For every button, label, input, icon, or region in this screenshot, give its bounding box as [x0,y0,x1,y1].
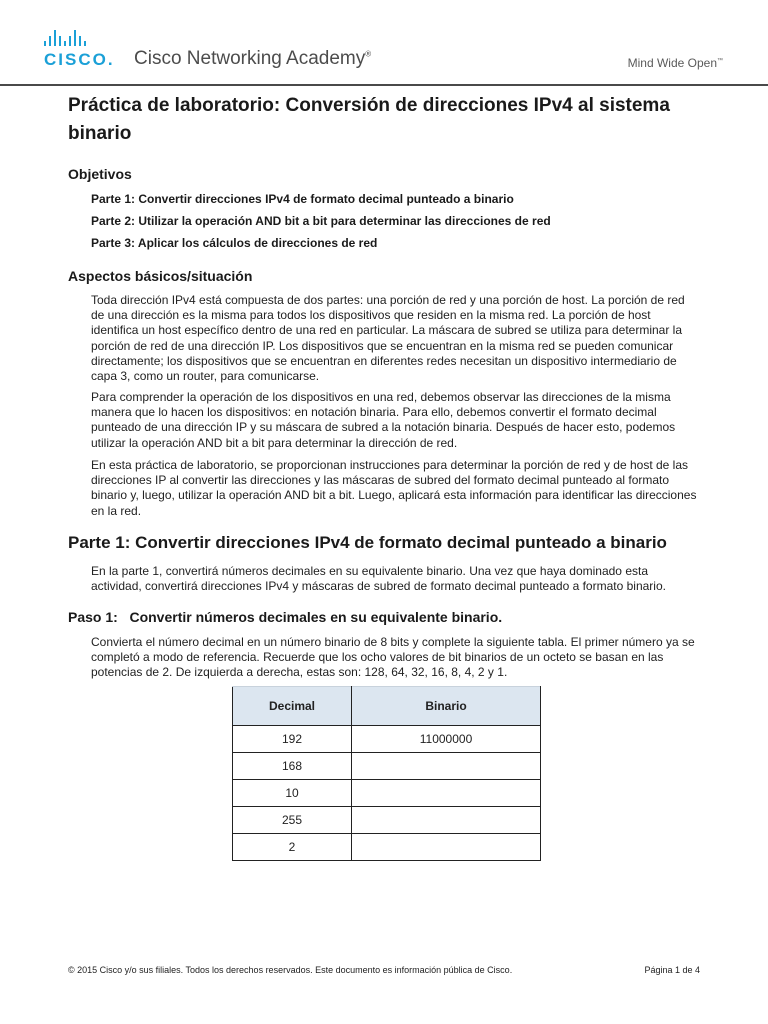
table-row [233,780,541,807]
decimal-cell: 192 [233,726,352,753]
decimal-cell: 10 [233,780,352,807]
table-row [233,753,541,780]
page-number: Página 1 de 4 [644,965,700,975]
cisco-bridge-icon [44,30,86,46]
background-paragraph-2: Para comprender la operación de los dispositivos en una red, debemos observar las direcciones de la misma manera que lo hacen los dispositivos: en notación binaria. Para ello, debemos convertir el formato decimal punteado de una dirección IP y su máscara de subred a la notación binaria. Después de hacer esto, podemos utilizar la operación AND bit a bit para determinar la dirección de red. [91,390,676,450]
page-footer [68,965,700,975]
decimal-cell: 2 [233,834,352,861]
header-binary: Binario [352,687,541,726]
binary-input-cell[interactable] [352,834,541,861]
table-row [233,834,541,861]
cisco-logo [44,30,115,69]
objective-item-1: Parte 1: Convertir direcciones IPv4 de formato decimal punteado a binario [91,192,514,206]
decimal-cell: 255 [233,807,352,834]
copyright-text: © 2015 Cisco y/o sus filiales. Todos los derechos reservados. Este documento es información pública de Cisco. [68,965,513,975]
objective-item-2: Parte 2: Utilizar la operación AND bit a bit para determinar las direcciones de red [91,214,551,228]
part1-intro: En la parte 1, convertirá números decimales en su equivalente binario. Una vez que haya dominado esta actividad, convertirá direcciones IPv4 y máscaras de subred de formato decimal punteado a formato binario. [91,564,666,594]
decimal-cell: 168 [233,753,352,780]
academy-name: Cisco Networking Academy® [134,48,372,69]
decimal-binary-table [232,686,541,861]
header-decimal: Decimal [233,687,352,726]
part1-title: Parte 1: Convertir direcciones IPv4 de formato decimal punteado a binario [68,533,667,552]
objective-item-3: Parte 3: Aplicar los cálculos de direcciones de red [91,236,378,250]
objectives-heading: Objetivos [68,166,132,182]
background-paragraph-1: Toda dirección IPv4 está compuesta de dos partes: una porción de red y una porción de host. La porción de red de una dirección es la misma para todos los dispositivos que residen en la misma red. La porción de host identifica un host específico dentro de una red en particular. La máscara de subred se utiliza para determinar la porción de red de una dirección IP. Los dispositivos que se encuentran en la misma red se pueden comunicar directamente; los dispositivos que se encuentran en diferentes redes necesitan un dispositivo intermediario de capa 3, como un router, para comunicarse. [91,293,685,384]
cisco-wordmark: CISCO. [44,50,115,69]
binary-cell: 11000000 [352,726,541,753]
table-header-row [233,687,541,726]
background-heading: Aspectos básicos/situación [68,268,253,284]
step1-text: Convierta el número decimal en un número binario de 8 bits y complete la siguiente tabla. El primer número ya se completó a modo de referencia. Recuerde que los ocho valores de bit binarios de un octeto se basan en las potencias de 2. De izquierda a derecha, estas son: 128, 64, 32, 16, 8, 4, 2 y 1. [91,635,695,680]
page-header [0,0,768,86]
tagline: Mind Wide Open™ [627,56,723,70]
binary-input-cell[interactable] [352,807,541,834]
table-row [233,726,541,753]
binary-input-cell[interactable] [352,780,541,807]
document-title: Práctica de laboratorio: Conversión de direcciones IPv4 al sistema binario [68,95,670,144]
binary-input-cell[interactable] [352,753,541,780]
background-paragraph-3: En esta práctica de laboratorio, se proporcionan instrucciones para determinar la porción de red y de host de las direcciones IP al convertir las direcciones y las máscaras de subred del formato decimal punteado al formato binario y, luego, utilizar la operación AND bit a bit. Luego, aplicará esta información para identificar las direcciones en la red. [91,458,697,518]
step1-title: Paso 1: Convertir números decimales en su equivalente binario. [68,609,503,625]
table-row [233,807,541,834]
